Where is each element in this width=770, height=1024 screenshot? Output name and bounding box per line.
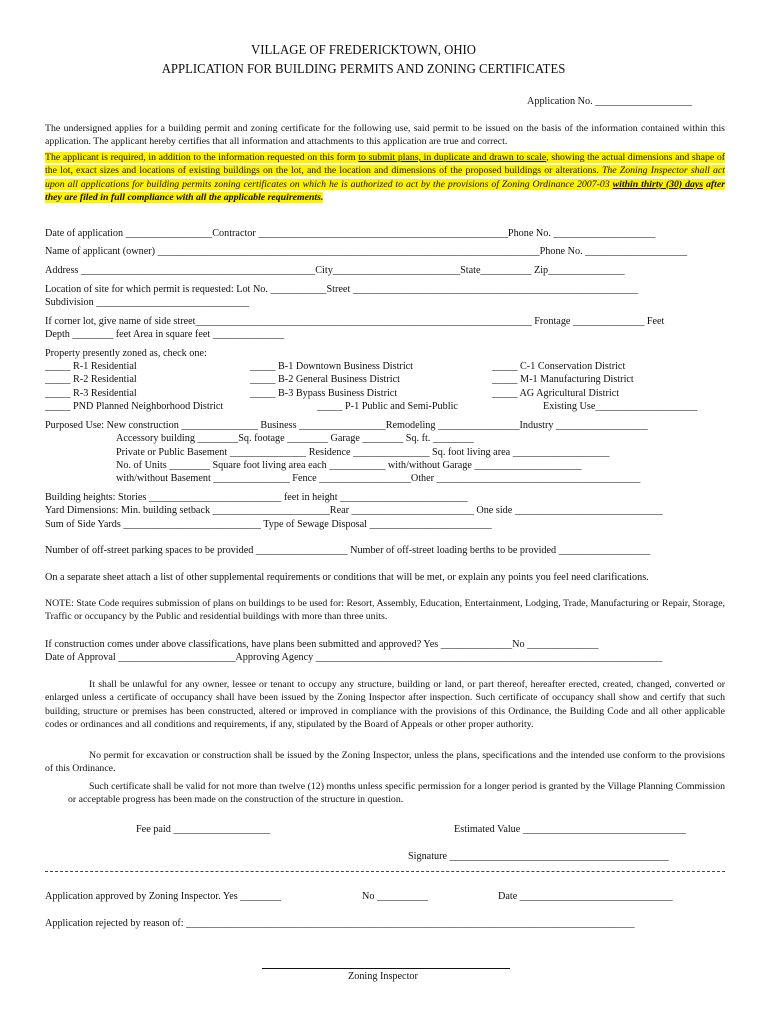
validity-paragraph: Such certificate shall be valid for not more than twelve (12) months unless specific permission for a longer period is granted by the Village Planning Commission or acceptable progress has been made on the construction of the structure in question.	[68, 781, 725, 806]
building-heights-row[interactable]: Building heights: Stories __________________________ feet in height _________________________	[45, 492, 468, 503]
signature-field[interactable]: Signature ___________________________________________	[408, 851, 669, 862]
zoning-inspector-label: Zoning Inspector	[348, 971, 418, 982]
zoning-option-b2[interactable]: _____ B-2 General Business District	[250, 374, 400, 385]
zoning-option-ag[interactable]: _____ AG Agricultural District	[492, 388, 620, 399]
estimated-value-field[interactable]: Estimated Value ________________________________	[454, 824, 686, 835]
inspector-signature-line[interactable]	[262, 968, 510, 969]
depth-area-row[interactable]: Depth ________ feet Area in square feet ______________	[45, 329, 285, 340]
zoning-option-r3[interactable]: _____ R-3 Residential	[45, 388, 137, 399]
date-contractor-row[interactable]: Date of application _________________Contractor _________________________________________________Phone No. ____________________	[45, 228, 656, 239]
form-title-village: VILLAGE OF FREDERICKTOWN, OHIO	[251, 42, 476, 57]
zoning-option-r2[interactable]: _____ R-2 Residential	[45, 374, 137, 385]
inspector-date-field[interactable]: Date ______________________________	[498, 891, 673, 902]
applicant-name-row[interactable]: Name of applicant (owner) ___________________________________________________________________________Phone No. ____________________	[45, 246, 688, 257]
notice-text-d: The Zoning Inspector shall act upon all applications for building permits zoning certificates on which he is authorized to act by the provisions of Zoning Ordinance 2007-03	[45, 165, 726, 190]
application-number-field[interactable]: Application No. ___________________	[527, 96, 692, 107]
section-divider	[45, 871, 725, 872]
zoning-option-m1[interactable]: _____ M-1 Manufacturing District	[492, 374, 634, 385]
site-location-row[interactable]: Location of site for which permit is requested: Lot No. ___________Street ________________________________________________________	[45, 284, 639, 295]
notice-text-c: , showing the actual dimensions and shape of the lot, exact sizes and locations of existing buildings on the lot, and the location and dimensions of the proposed buildings or alterations.	[45, 152, 725, 177]
notice-paragraph	[45, 151, 725, 205]
zoning-option-b3[interactable]: _____ B-3 Bypass Business District	[250, 388, 398, 399]
basement-fence-other-row[interactable]: with/without Basement _______________ Fence __________________Other ________________________________________	[116, 473, 641, 484]
accessory-building-row[interactable]: Accessory building ________Sq. footage ________ Garage ________ Sq. ft. ________	[116, 433, 474, 444]
notice-text-thirty-days: within thirty (30) days	[612, 178, 704, 190]
state-code-note: NOTE: State Code requires submission of plans on buildings to be used for: Resort, Assembly, Education, Entertainment, Lodging, Trade, Manufacturing or Repair, Storage, Traffic or occupancy by the Public and residential buildings with more than three units.	[45, 598, 725, 623]
existing-use-field[interactable]: Existing Use____________________	[543, 401, 698, 412]
zoning-option-c1[interactable]: _____ C-1 Conservation District	[492, 361, 626, 372]
notice-text-a: The applicant is required, in addition to the information requested on this form	[45, 152, 359, 163]
intro-paragraph: The undersigned applies for a building permit and zoning certificate for the following use, said permit to be issued on the basis of the information contained within this application. The applicant hereby certifies that all information and attachments to this application are true and correct.	[45, 123, 725, 148]
zoning-option-pnd[interactable]: _____ PND Planned Neighborhood District	[45, 401, 224, 412]
fee-paid-field[interactable]: Fee paid ___________________	[136, 824, 271, 835]
form-title-application: APPLICATION FOR BUILDING PERMITS AND ZONING CERTIFICATES	[161, 61, 566, 76]
purposed-use-row[interactable]: Purposed Use: New construction _______________ Business _________________Remodeling ________________Industry __________________	[45, 420, 648, 431]
occupancy-paragraph: It shall be unlawful for any owner, lessee or tenant to occupy any structure, building or land, or part thereof, hereafter erected, created, changed, converted or enlarged unless a certificate of occupancy shall have been issued by the Zoning Inspector after inspection. Such certificate of occupancy shall show and certify that such building, structure or premises has been constructed, altered or improved in compliance with the provisions of this Ordinance, the Building Code and all other applicable codes or ordinances and all conditions and requirements, if any, stipulated by the Board of Appeals or other proper authority.	[45, 679, 725, 731]
units-row[interactable]: No. of Units ________ Square foot living area each ___________ with/without Garage _____________________	[116, 460, 582, 471]
plans-approved-row[interactable]: If construction comes under above classifications, have plans been submitted and approved? Yes ______________No ______________	[45, 639, 599, 650]
side-yards-sewage-row[interactable]: Sum of Side Yards ___________________________ Type of Sewage Disposal ________________________	[45, 519, 492, 530]
supplemental-instructions: On a separate sheet attach a list of other supplemental requirements or conditions that will be met, or explain any points you feel need clarifications.	[45, 572, 649, 583]
rejection-reason-field[interactable]: Application rejected by reason of: ________________________________________________________________________________________	[45, 918, 635, 929]
yard-dimensions-row[interactable]: Yard Dimensions: Min. building setback _______________________Rear ________________________ One side _____________________________	[45, 505, 663, 516]
zoning-option-p1[interactable]: _____ P-1 Public and Semi-Public	[317, 401, 458, 412]
notice-text-f: after they are filed in full compliance with all the applicable requirements.	[45, 178, 726, 204]
zoning-option-b1[interactable]: _____ B-1 Downtown Business District	[250, 361, 413, 372]
corner-lot-row[interactable]: If corner lot, give name of side street__________________________________________________________________ Frontage ______________ Feet	[45, 316, 665, 327]
zoning-heading: Property presently zoned as, check one:	[45, 348, 207, 359]
approval-date-row[interactable]: Date of Approval _______________________Approving Agency ____________________________________________________________________	[45, 652, 663, 663]
excavation-paragraph: No permit for excavation or construction shall be issued by the Zoning Inspector, unless the plans, specifications and the intended use conform to the provisions of this Ordinance.	[45, 750, 725, 775]
notice-text-plans: to submit plans, in duplicate and drawn to scale	[358, 152, 547, 163]
basement-residence-row[interactable]: Private or Public Basement _______________ Residence _______________ Sq. foot living area ___________________	[116, 447, 610, 458]
inspector-approved-yes[interactable]: Application approved by Zoning Inspector. Yes ________	[45, 891, 281, 902]
inspector-approved-no[interactable]: No __________	[362, 891, 428, 902]
subdivision-row[interactable]: Subdivision ______________________________	[45, 297, 250, 308]
zoning-option-r1[interactable]: _____ R-1 Residential	[45, 361, 137, 372]
parking-row[interactable]: Number of off-street parking spaces to be provided __________________ Number of off-street loading berths to be provided __________________	[45, 545, 651, 556]
address-row[interactable]: Address ______________________________________________City_________________________State__________ Zip_______________	[45, 265, 625, 276]
